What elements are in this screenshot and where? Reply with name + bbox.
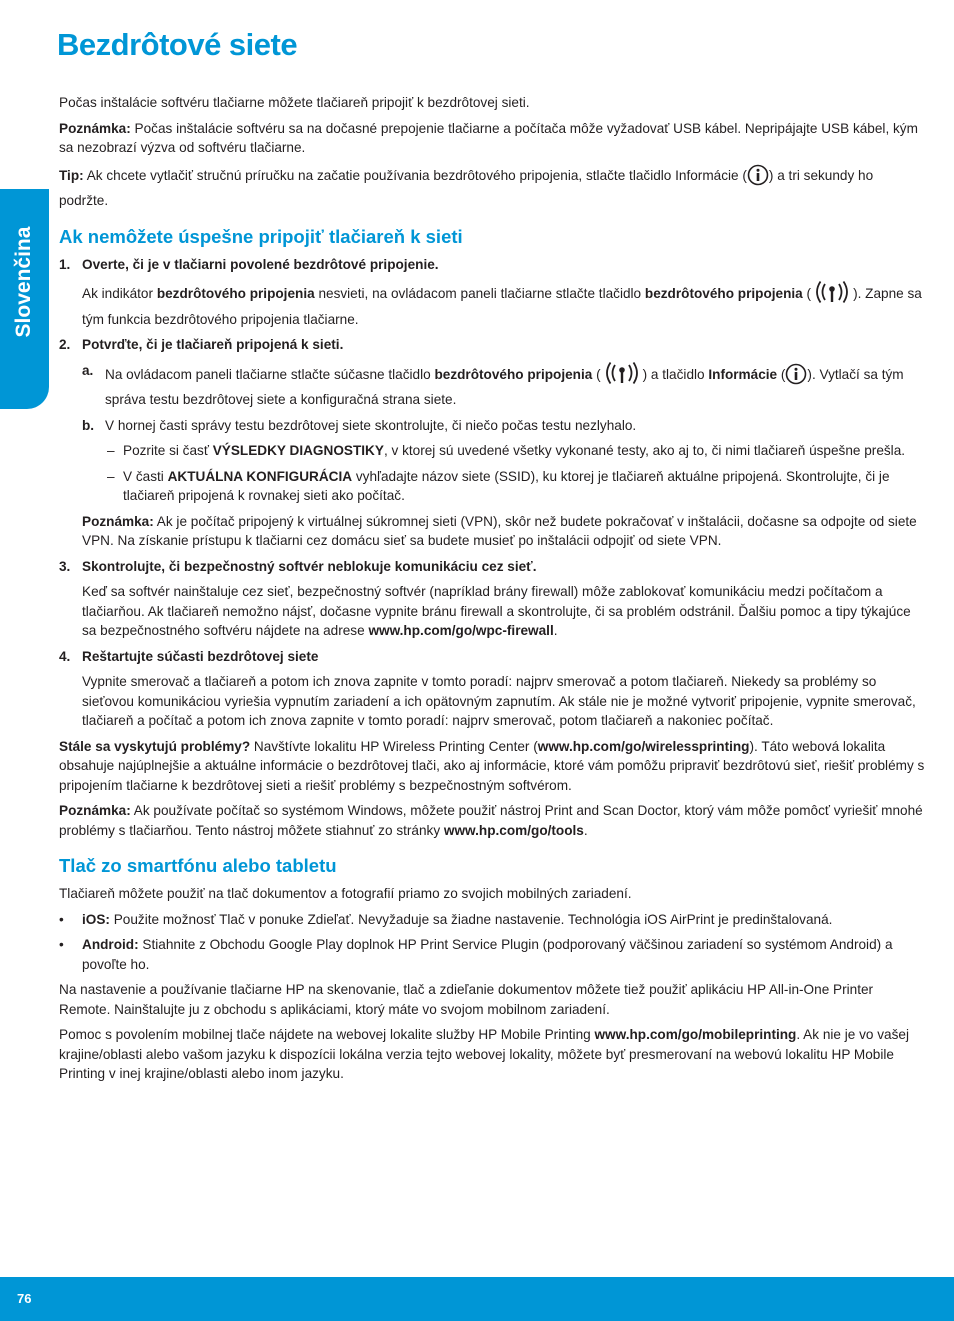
wireless-icon	[811, 280, 853, 310]
step-number: 4.	[59, 648, 71, 664]
bullet-ios	[59, 910, 925, 930]
page-number: 76	[17, 1291, 32, 1306]
still-problems-label: Stále sa vyskytujú problémy?	[59, 738, 251, 754]
step-title: Potvrďte, či je tlačiareň pripojená k sieti.	[82, 337, 344, 352]
text: nesvieti, na ovládacom paneli tlačiarne stlačte tlačidlo	[314, 286, 645, 301]
wireless-icon	[601, 361, 643, 391]
bullet-mark: •	[59, 911, 64, 927]
step-number: 2.	[59, 337, 71, 352]
note-text: Ak je počítač pripojený k virtuálnej súkromnej sieti (VPN), skôr než budete pokračovať v inštalácii, dočasne sa odpojte od siete VPN. Na získanie prístupu k tlačiarni cez domácu sieť sa budete musieť po inštalácii odpojiť od siete VPN.	[82, 513, 917, 548]
info-icon	[785, 363, 807, 391]
note-text: Počas inštalácie softvéru sa na dočasné prepojenie tlačiarne a počítača môže vyžadovať USB kábel. Nepripájajte USB kábel, kým sa nezobrazí výzva od softvéru tlačiarne.	[59, 120, 918, 155]
step-3-body	[59, 582, 925, 641]
language-tab-label: Slovenčina	[12, 226, 35, 338]
step-1-body	[59, 280, 925, 329]
tip-text: Ak chcete vytlačiť stručnú príručku na začatie používania bezdrôtového pripojenia, stlačte tlačidlo Informácie (	[83, 167, 747, 183]
bold-text: bezdrôtového pripojenia	[434, 366, 593, 382]
note-label: Poznámka:	[59, 120, 131, 136]
mobile-intro: Tlačiareň môžete použiť na tlač dokumentov a fotografií priamo zo svojich mobilných zariadení.	[59, 886, 632, 901]
step-1	[59, 255, 925, 275]
bold-text: VÝSLEDKY DIAGNOSTIKY	[212, 443, 384, 458]
text: Použite možnosť Tlač v ponuke Zdieľať. Nevyžaduje sa žiadne nastavenie. Technológia iOS AirPrint je predinštalovaná.	[109, 911, 833, 927]
dash-mark: –	[107, 468, 115, 484]
step-4	[59, 647, 925, 667]
text: V hornej časti správy testu bezdrôtovej siete skontrolujte, či niečo počas testu nezlyhalo.	[105, 417, 637, 433]
dash-mark: –	[107, 443, 115, 458]
substep-b	[59, 416, 925, 436]
step-2	[59, 335, 925, 355]
windows-note-paragraph	[59, 801, 925, 840]
text: .	[553, 623, 558, 638]
text: (	[777, 366, 786, 382]
footer-bar	[0, 1277, 954, 1321]
tip-text-end: ) a tri sekundy ho podržte.	[59, 167, 874, 208]
section-heading-connect: Ak nemôžete úspešne pripojiť tlačiareň k sieti	[59, 225, 463, 247]
bold-text: AKTUÁLNA KONFIGURÁCIA	[167, 468, 353, 484]
bold-text: Informácie	[708, 366, 778, 382]
text: ). Táto webová lokalita obsahuje najúplnejšie a aktuálne informácie o bezdrôtovej tlači, ako aj informácie, ktoré vám pomôžu pripraviť bezdrôtovú sieť, riešiť problémy s pripojením tlačiarne k bezdrôtovej sieti a riešiť problémy s bezpečnostným softvérom.	[59, 738, 925, 793]
step-3	[59, 557, 925, 577]
text: Navštívte lokalitu HP Wireless Printing Center (	[250, 738, 538, 754]
text: Keď sa softvér nainštaluje cez sieť, bezpečnostný softvér (napríklad brány firewall) môže zablokovať komunikáciu medzi počítačom a tlačiarňou. Ak tlačiareň nemožno nájsť, dočasne vypnite bránu firewall a skontrolujte, či sa problém odstránil. Ďalšiu pomoc a tipy týkajúce sa bezpečnostného softvéru nájdete na adrese	[82, 584, 911, 638]
text: , v ktorej sú uvedené všetky vykonané testy, ako aj to, či nimi tlačiareň úspešne prešla.	[383, 443, 906, 458]
main-content	[59, 93, 925, 1090]
tip-paragraph	[59, 164, 925, 211]
step-title: Skontrolujte, či bezpečnostný softvér neblokuje komunikáciu cez sieť.	[82, 558, 537, 574]
firewall-link[interactable]: www.hp.com/go/wpc-firewall	[368, 623, 554, 638]
mobileprinting-link[interactable]: www.hp.com/go/mobileprinting	[594, 1027, 797, 1042]
step-title: Overte, či je v tlačiarni povolené bezdrôtové pripojenie.	[82, 256, 439, 272]
dash-item-diagnostics	[59, 441, 925, 461]
text: ) a tlačidlo	[642, 366, 709, 382]
step-number: 3.	[59, 558, 71, 574]
note-label: Poznámka:	[59, 803, 131, 818]
vpn-note	[59, 512, 925, 551]
bullet-android	[59, 935, 925, 974]
text: vyhľadajte názov siete (SSID), ku ktorej je tlačiareň aktuálne pripojená. Skontrolujte, či je tlačiareň pripojená k rovnakej sieti ako počítač.	[123, 468, 890, 503]
substep-letter: a.	[82, 362, 94, 378]
text: Ak používate počítač so systémom Windows, môžete použiť nástroj Print and Scan Doctor, ktorý vám môže pomôcť vyriešiť mnohé problémy s tlačiarňou. Tento nástroj môžete stiahnuť zo stránky	[59, 803, 923, 838]
wirelessprinting-link[interactable]: www.hp.com/go/wirelessprinting	[537, 738, 750, 754]
mobile-printing-paragraph	[59, 1025, 925, 1084]
still-problems-paragraph	[59, 737, 925, 796]
tip-label: Tip:	[59, 167, 84, 183]
text: ). Zapne sa tým funkcia bezdrôtového pripojenia tlačiarne.	[82, 286, 922, 327]
note-paragraph	[59, 119, 925, 158]
substep-a	[59, 361, 925, 410]
text: Ak indikátor	[82, 286, 157, 301]
tools-link[interactable]: www.hp.com/go/tools	[443, 822, 584, 838]
text: ). Vytlačí sa tým správa testu bezdrôtovej siete a konfiguračná strana siete.	[105, 366, 904, 407]
step-4-body: Vypnite smerovač a tlačiareň a potom ich znova zapnite v tomto poradí: najprv smerovač a potom tlačiareň. Niekedy sa problémy so sieťovou komunikáciou vyriešia vypnutím zariadení a ich opätovným zapnutím. Ak stále nie je možné vytvoriť pripojenie, vypnite smerovač, tlačiareň a počítač a potom ich znova zapnite v tomto poradí: najprv smerovač, potom tlačiareň a nakoniec počítač.	[82, 674, 916, 728]
dash-item-configuration	[59, 467, 925, 506]
text: Stiahnite z Obchodu Google Play doplnok HP Print Service Plugin (podporovaný väčšinou zariadení so systémom Android) a povoľte ho.	[82, 937, 893, 972]
ios-label: iOS:	[82, 911, 110, 927]
info-icon	[747, 164, 769, 192]
text: V časti	[123, 468, 168, 484]
android-label: Android:	[82, 937, 139, 952]
text: Pozrite si časť	[123, 443, 213, 458]
intro-paragraph: Počas inštalácie softvéru tlačiarne môžete tlačiareň pripojiť k bezdrôtovej sieti.	[59, 95, 530, 110]
bold-text: bezdrôtového pripojenia	[156, 286, 315, 301]
text: . Ak nie je vo vašej krajine/oblasti alebo vašom jazyku k dispozícii lokálna verzia tejto webovej lokality, môžete byť presmerovaní na webovú lokalitu HP Mobile Printing v inej krajine/oblasti alebo inom jazyku.	[59, 1027, 909, 1081]
text: Pomoc s povolením mobilnej tlače nájdete na webovej lokalite služby HP Mobile Printing	[59, 1027, 595, 1042]
text: (	[802, 286, 812, 301]
printer-remote-paragraph: Na nastavenie a používanie tlačiarne HP na skenovanie, tlač a zdieľanie dokumentov môžete tiež použiť aplikáciu HP All-in-One Printer Remote. Nainštalujte ju z obchodu s aplikáciami, ktorý máte vo svojom mobilnom zariadení.	[59, 982, 874, 1017]
text: Na ovládacom paneli tlačiarne stlačte súčasne tlačidlo	[105, 366, 435, 382]
section-heading-mobile: Tlač zo smartfónu alebo tabletu	[59, 855, 337, 876]
substep-letter: b.	[82, 417, 95, 433]
step-title: Reštartujte súčasti bezdrôtovej siete	[82, 648, 319, 664]
page-title: Bezdrôtové siete	[57, 27, 298, 62]
bold-text: bezdrôtového pripojenia	[644, 286, 803, 301]
text: (	[592, 366, 601, 382]
text: .	[583, 822, 588, 838]
note-label: Poznámka:	[82, 513, 154, 529]
step-number: 1.	[59, 256, 71, 272]
bullet-mark: •	[59, 937, 64, 952]
